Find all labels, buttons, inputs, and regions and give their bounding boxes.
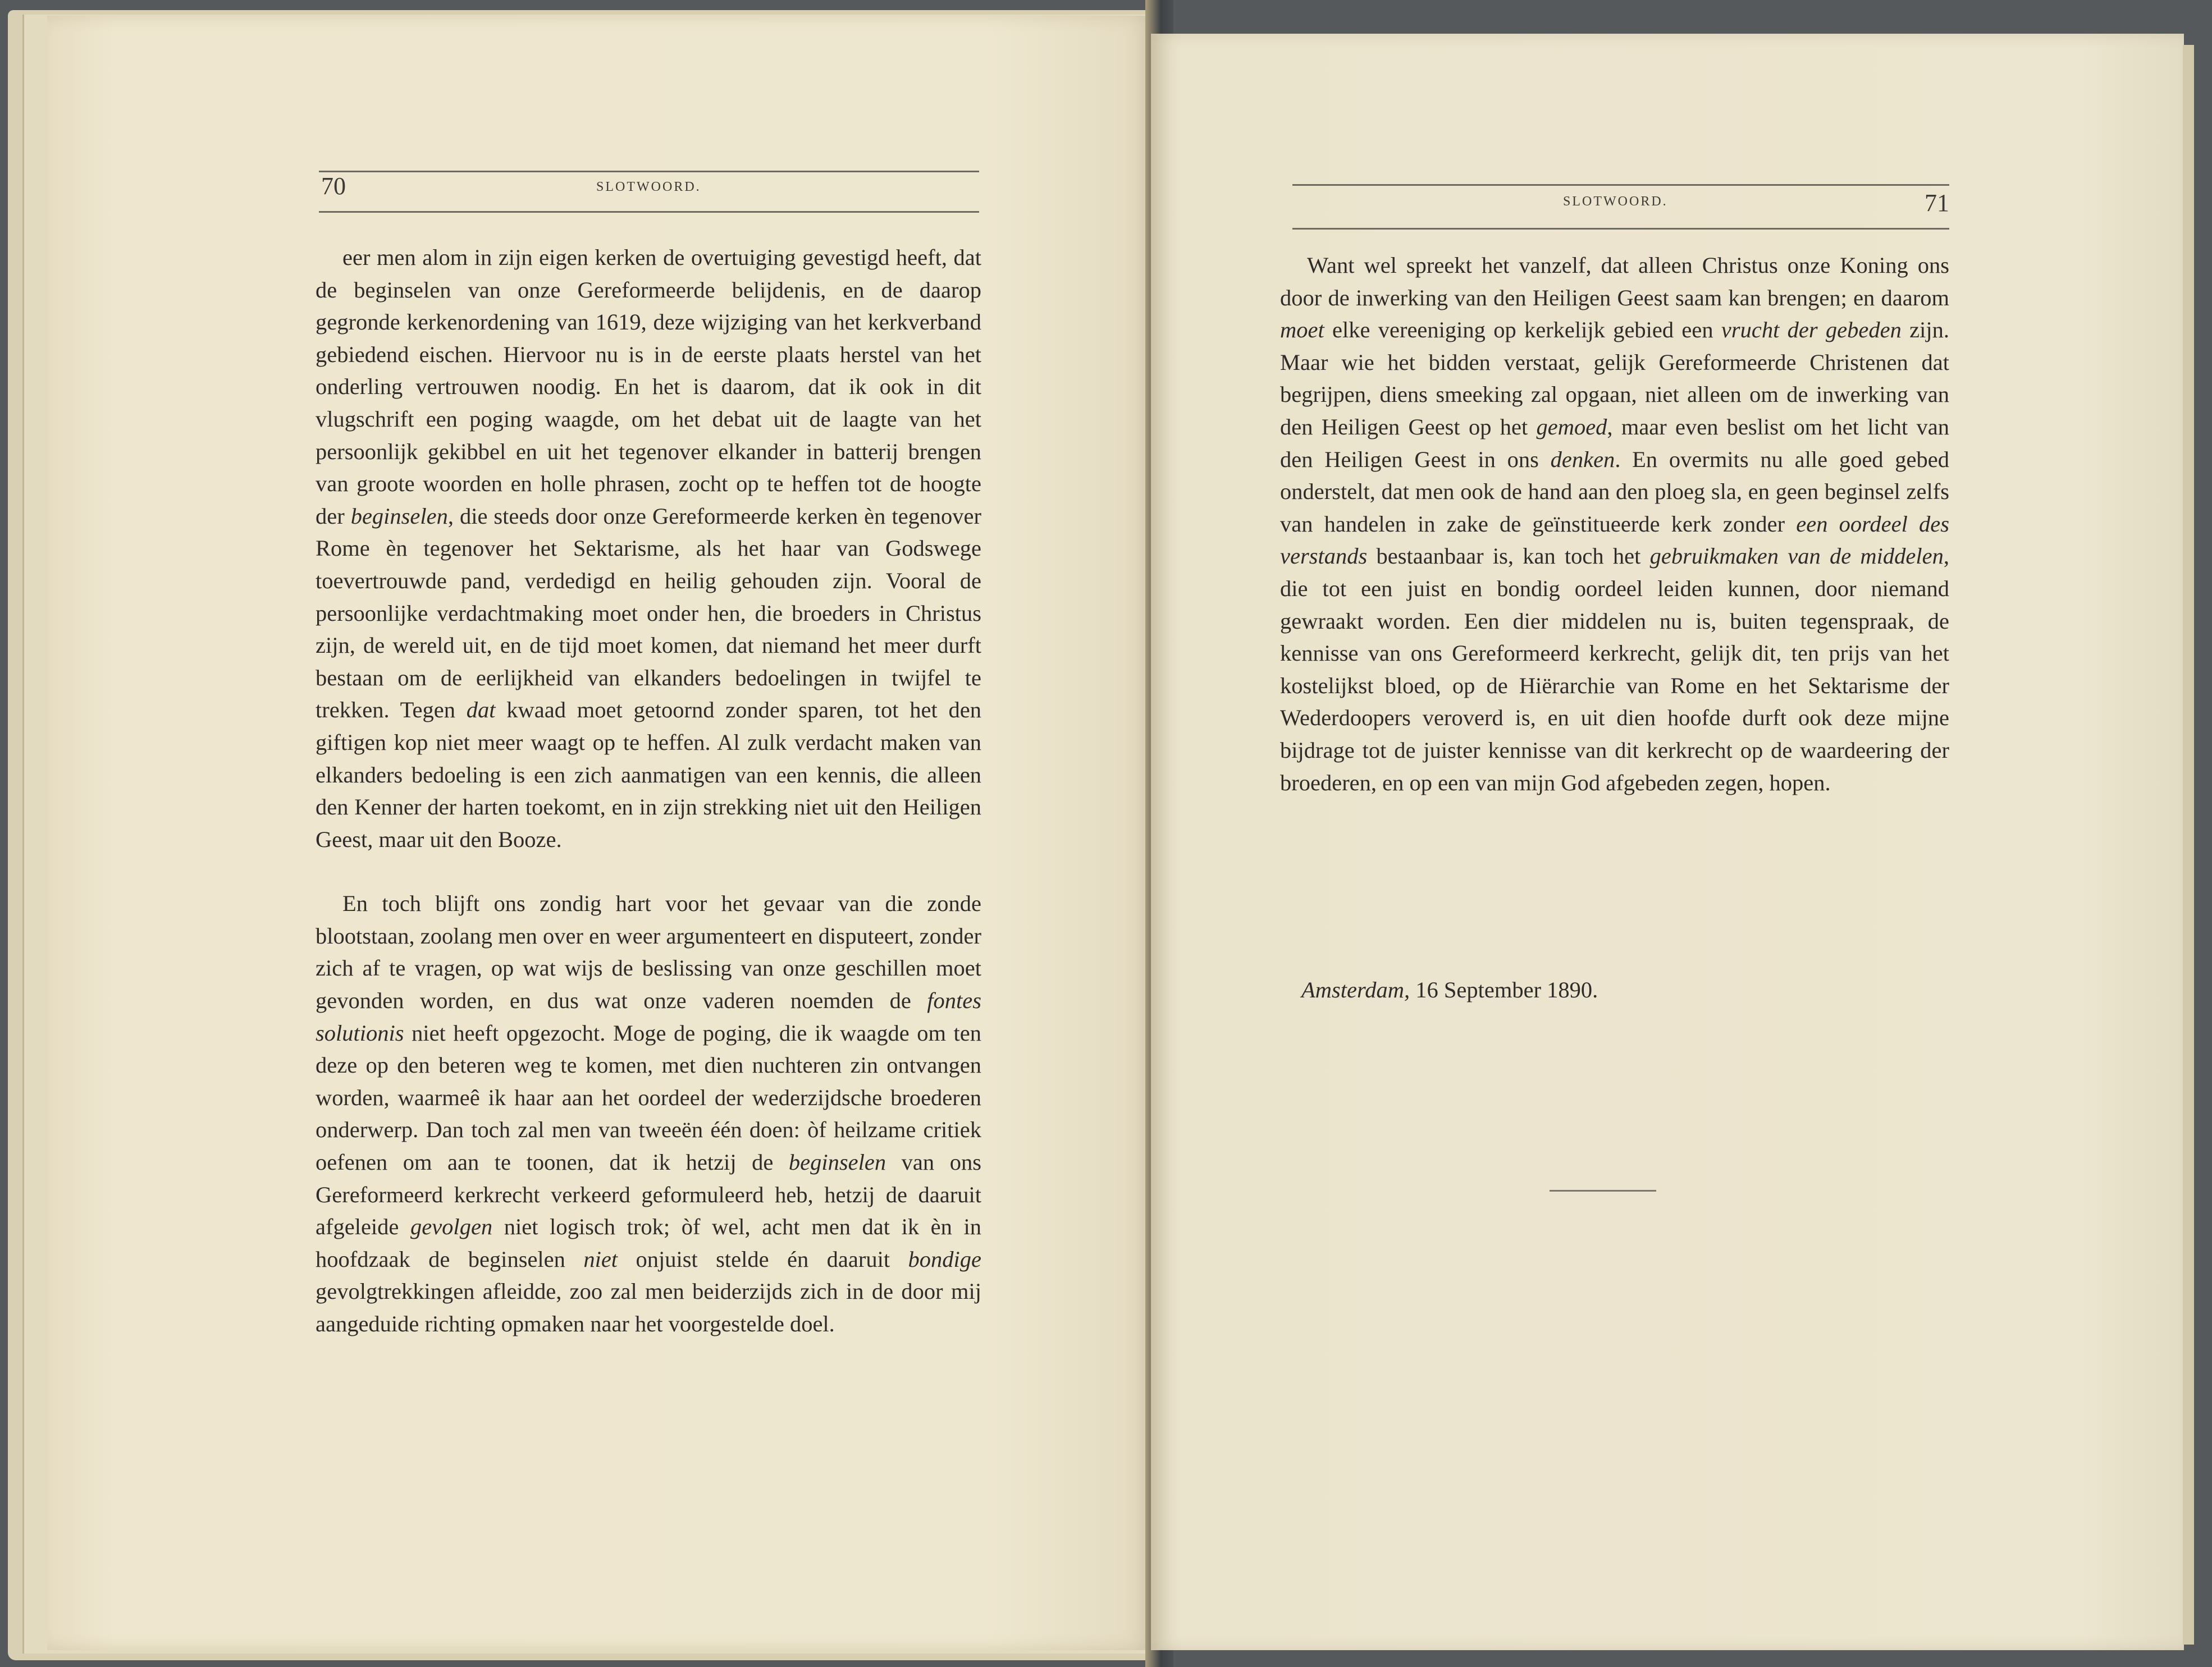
left-paragraph-1: eer men alom in zijn eigen kerken de overtuiging gevestigd heeft, dat de beginselen van onze Gereformeerde belijdenis, en de daarop gegronde kerkenordening van 1619, deze wijziging van het kerkverband gebiedend eischen. Hiervoor nu is in de eerste plaats herstel van het onderling vertrouwen noodig. En het is daarom, dat ik ook in dit vlugschrift een poging waagde, om het debat uit de laagte van het persoonlijk gekibbel en uit het tegenover elkander in batterij brengen van groote woorden en holle phrasen, zocht op te heffen tot de hoogte der beginselen, die steeds door onze Gereformeerde kerken èn tegenover Rome èn tegenover het Sektarisme, als het haar van Godswege toevertrouwde pand, verdedigd en heilig gehouden zijn. Vooral de persoonlijke verdachtmaking moet onder hen, die broeders in Christus zijn, de wereld uit, en de tijd moet komen, dat niemand het meer durft bestaan om de eerlijkheid van elkanders bedoelingen in twijfel te trekken. Tegen dat kwaad moet getoornd zonder sparen, tot het den giftigen kop niet meer waagt op te heffen. Al zulk verdacht maken van elkanders bedoeling is een zich aanmatigen van een kennis, die alleen den Kenner der harten toekomt, en in zijn strekking niet uit den Heiligen Geest, maar uit den Booze. <box>316 245 981 852</box>
left-page-number: 70 <box>321 172 346 200</box>
left-paragraph-2: En toch blijft ons zondig hart voor het gevaar van die zonde blootstaan, zoolang men over en weer argumenteert en disputeert, zonder zich af te vragen, op wat wijs de beslissing van onze geschillen moet gevonden worden, en dus wat onze vaderen noemden de fontes solutionis niet heeft opgezocht. Moge de poging, die ik waagde om ten deze op den beteren weg te komen, met dien nuchteren zin ontvangen worden, waarmeê ik haar aan het oordeel der wederzijdsche broederen onderwerp. Dan toch zal men van tweeën één doen: òf heilzame critiek oefenen om aan te toonen, dat ik hetzij de beginselen van ons Gereformeerd kerkrecht verkeerd geformuleerd heb, hetzij de daaruit afgeleide gevolgen niet logisch trok; òf wel, acht men dat ik èn in hoofdzaak de beginselen niet onjuist stelde én daaruit bondige gevolgtrekkingen afleidde, zoo zal men beiderzijds zich in de door mij aangeduide richting opmaken naar het voorgestelde doel. <box>316 891 982 1336</box>
right-page-number: 71 <box>1925 189 1949 217</box>
right-page-body <box>1280 249 1949 799</box>
right-page-edge <box>2183 45 2194 1645</box>
left-header-bottom-rule <box>319 211 979 213</box>
left-page-body <box>316 241 981 1340</box>
end-rule <box>1550 1190 1656 1192</box>
signature-date: 16 September 1890. <box>1415 977 1598 1002</box>
signature-place: Amsterdam, <box>1301 977 1410 1002</box>
right-header-top-rule <box>1292 184 1949 186</box>
right-running-head: SLOTWOORD. <box>1563 194 1668 209</box>
right-paragraph-1: Want wel spreekt het vanzelf, dat alleen Christus onze Koning ons door de inwerking van den Heiligen Geest saam kan brengen; en daarom moet elke vereeniging op kerkelijk gebied een vrucht der gebeden zijn. Maar wie het bidden verstaat, gelijk Gereformeerde Christenen dat begrijpen, diens smeeking zal opgaan, niet alleen om de inwerking van den Heiligen Geest op het gemoed, maar even beslist om het licht van den Heiligen Geest in ons denken. En overmits nu alle goed gebed onderstelt, dat men ook de hand aan den ploeg sla, en geen beginsel zelfs van handelen in zake de geïnstitueerde kerk zonder een oordeel des verstands bestaanbaar is, kan toch het gebruikmaken van de middelen, die tot een juist en bondig oordeel leiden kunnen, door niemand gewraakt worden. Een dier middelen nu is, buiten tegenspraak, de kennisse van ons Gereformeerd kerkrecht, gelijk dit, ten prijs van het kostelijkst bloed, op de Hiërarchie van Rome en het Sektarisme der Wederdoopers veroverd is, en uit dien hoofde durft ook deze mijne bijdrage tot de juister kennisse van dit kerkrecht op de waardeering der broederen, en op een van mijn God afgebeden zegen, hopen. <box>1280 253 1950 795</box>
signature-place-date <box>1301 977 1598 1003</box>
left-running-head: SLOTWOORD. <box>596 180 701 194</box>
right-header-bottom-rule <box>1292 228 1949 230</box>
left-header-top-rule <box>319 171 979 172</box>
